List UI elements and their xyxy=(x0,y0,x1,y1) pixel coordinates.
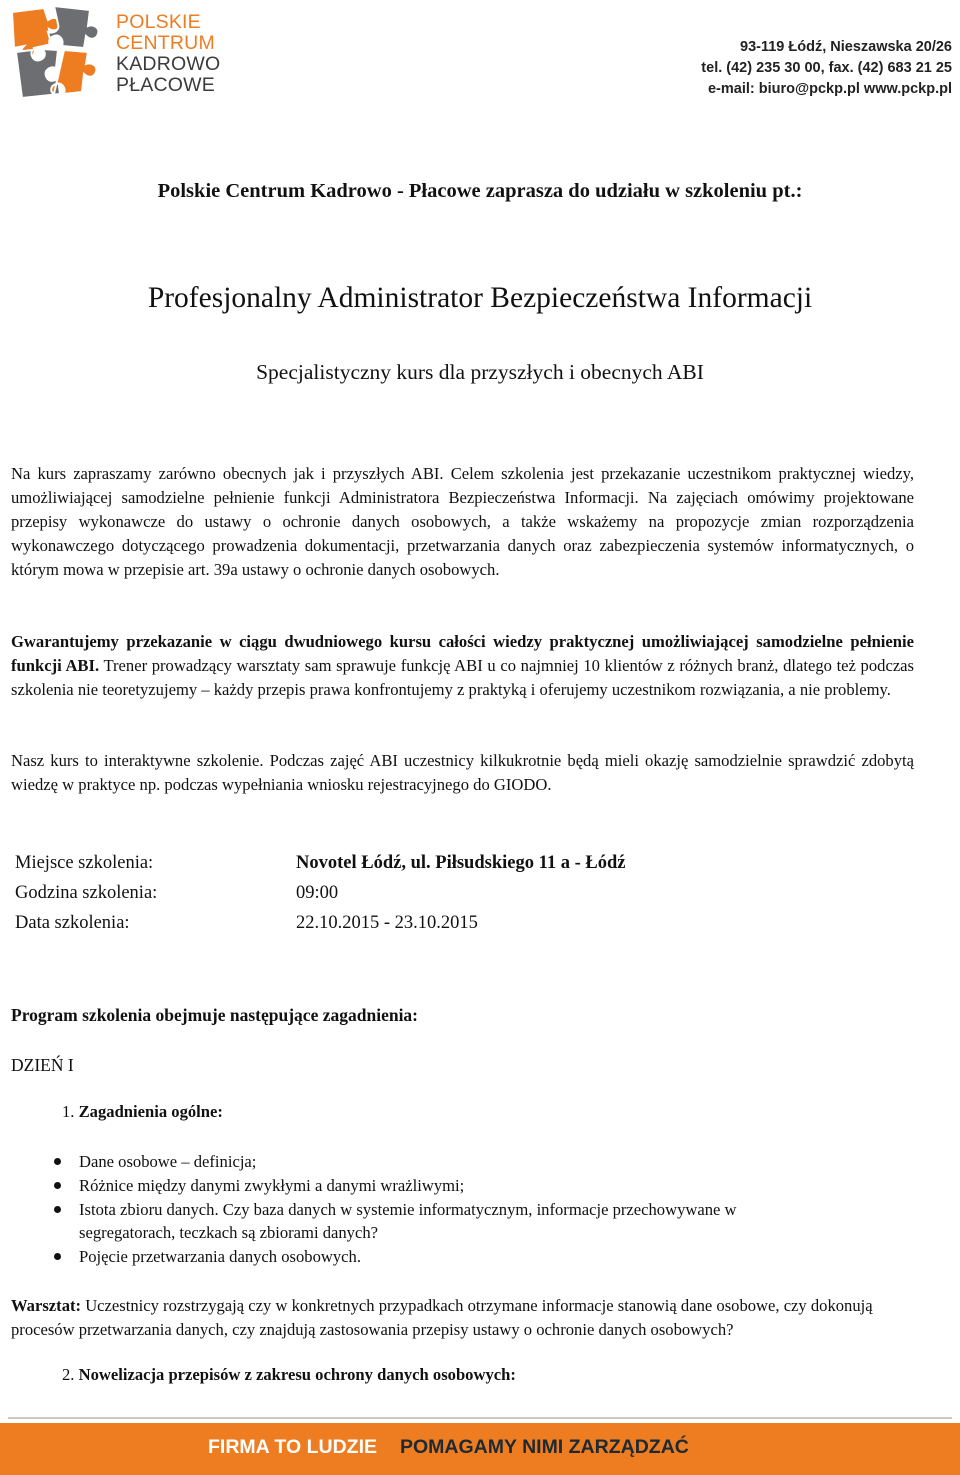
logo-line-1: POLSKIE xyxy=(116,11,201,33)
bullet-icon xyxy=(54,1206,61,1213)
list-item-text: Dane osobowe – definicja; xyxy=(79,1152,257,1171)
place-value: Novotel Łódź, ul. Piłsudskiego 11 a - Łódź xyxy=(296,853,626,873)
date-value: 22.10.2015 - 23.10.2015 xyxy=(296,913,478,933)
list-item xyxy=(54,1150,834,1173)
bullet-icon xyxy=(54,1253,61,1260)
list-item xyxy=(54,1198,834,1244)
list-item-text: Różnice między danymi zwykłymi a danymi wrażliwymi; xyxy=(79,1176,465,1195)
page-header xyxy=(0,0,960,110)
list-item-text: Pojęcie przetwarzania danych osobowych. xyxy=(79,1247,361,1266)
bullet-icon xyxy=(54,1182,61,1189)
item-2-title: Nowelizacja przepisów z zakresu ochrony danych osobowych: xyxy=(78,1365,516,1384)
program-item-1 xyxy=(62,1102,223,1122)
topic-bullet-list xyxy=(54,1150,834,1269)
list-item xyxy=(54,1174,834,1197)
contact-address: 93-119 Łódź, Nieszawska 20/26 xyxy=(740,39,952,55)
logo-line-4: PŁACOWE xyxy=(116,74,215,96)
contact-block xyxy=(701,37,952,100)
workshop-text: Uczestnicy rozstrzygają czy w konkretnych przypadkach otrzymane informacje stanowią dane osobowe, czy dokonują procesów przetwarzania danych, czy znajdują zastosowania przepisy ustawy o ochronie danych osobowych? xyxy=(11,1296,873,1339)
day-heading: DZIEŃ I xyxy=(11,1055,74,1075)
contact-email-web[interactable]: e-mail: biuro@pckp.pl www.pckp.pl xyxy=(707,81,952,97)
item-2-number: 2. xyxy=(62,1365,75,1384)
guarantee-rest: Trener prowadzący warsztaty sam sprawuje funkcję ABI u co najmniej 10 klientów z różnych branż, dlatego też podczas szkolenia nie teoretyzujemy – każdy przepis prawa konfrontujemy z praktyką i oferujemy uczestnikom rozwiązania, a nie problemy. xyxy=(11,656,915,699)
contact-phone: tel. (42) 235 30 00, fax. (42) 683 21 25 xyxy=(701,60,952,76)
time-label: Godzina szkolenia: xyxy=(15,883,158,903)
invite-line: Polskie Centrum Kadrowo - Płacowe zaprasza do udziału w szkoleniu pt.: xyxy=(157,180,803,202)
footer-slogan-right: POMAGAMY NIMI ZARZĄDZAĆ xyxy=(400,1436,689,1458)
logo-line-2: CENTRUM xyxy=(116,32,215,54)
item-1-number: 1. xyxy=(62,1102,75,1121)
list-item xyxy=(54,1245,834,1268)
puzzle-logo-icon xyxy=(4,2,116,106)
logo-line-3: KADROWO xyxy=(116,53,221,75)
footer-slogan-left: FIRMA TO LUDZIE xyxy=(208,1436,377,1458)
footer-divider xyxy=(8,1417,952,1419)
date-label: Data szkolenia: xyxy=(15,913,130,933)
footer-banner xyxy=(0,1423,960,1475)
list-item-text: Istota zbioru danych. Czy baza danych w systemie informatycznym, informacje przechowywane w segregatorach, teczkach są zbiorami danych? xyxy=(79,1200,737,1242)
program-item-2 xyxy=(62,1365,516,1385)
guarantee-bold: Gwarantujemy przekazanie w ciągu dwudniowego kursu całości wiedzy praktycznej umożliwiającej samodzielne pełnienie funkcji ABI. xyxy=(11,632,914,675)
workshop-paragraph xyxy=(11,1294,914,1342)
intro-paragraph: Na kurs zapraszamy zarówno obecnych jak i przyszłych ABI. Celem szkolenia jest przekazanie uczestnikom praktycznej wiedzy, umożliwiającej samodzielne pełnienie funkcji Administratora Bezpieczeństwa Informacji. Na zajęciach omówimy projektowane przepisy wykonawcze do ustawy o ochronie danych osobowych, a także wskażemy na propozycje zmian rozporządzenia wykonawczego dotyczącego prowadzenia dokumentacji, przetwarzania danych oraz zabezpieczenia systemów informatycznych, o którym mowa w przepisie art. 39a ustawy o ochronie danych osobowych. xyxy=(11,464,914,579)
place-label: Miejsce szkolenia: xyxy=(15,853,154,873)
interactive-paragraph: Nasz kurs to interaktywne szkolenie. Podczas zajęć ABI uczestnicy kilkukrotnie będą mieli okazję samodzielnie sprawdzić zdobytą wiedzę w praktyce np. podczas wypełniania wniosku rejestracyjnego do GIODO. xyxy=(11,751,914,794)
bullet-icon xyxy=(54,1158,61,1165)
workshop-label: Warsztat: xyxy=(11,1296,82,1315)
item-1-title: Zagadnienia ogólne: xyxy=(78,1102,223,1121)
program-heading: Program szkolenia obejmuje następujące zagadnienia: xyxy=(11,1005,419,1025)
logo-wordmark xyxy=(116,12,220,96)
time-value: 09:00 xyxy=(296,883,339,903)
course-title: Profesjonalny Administrator Bezpieczeństwa Informacji xyxy=(147,282,813,314)
course-subtitle: Specjalistyczny kurs dla przyszłych i obecnych ABI xyxy=(256,360,704,384)
guarantee-paragraph xyxy=(11,630,914,702)
